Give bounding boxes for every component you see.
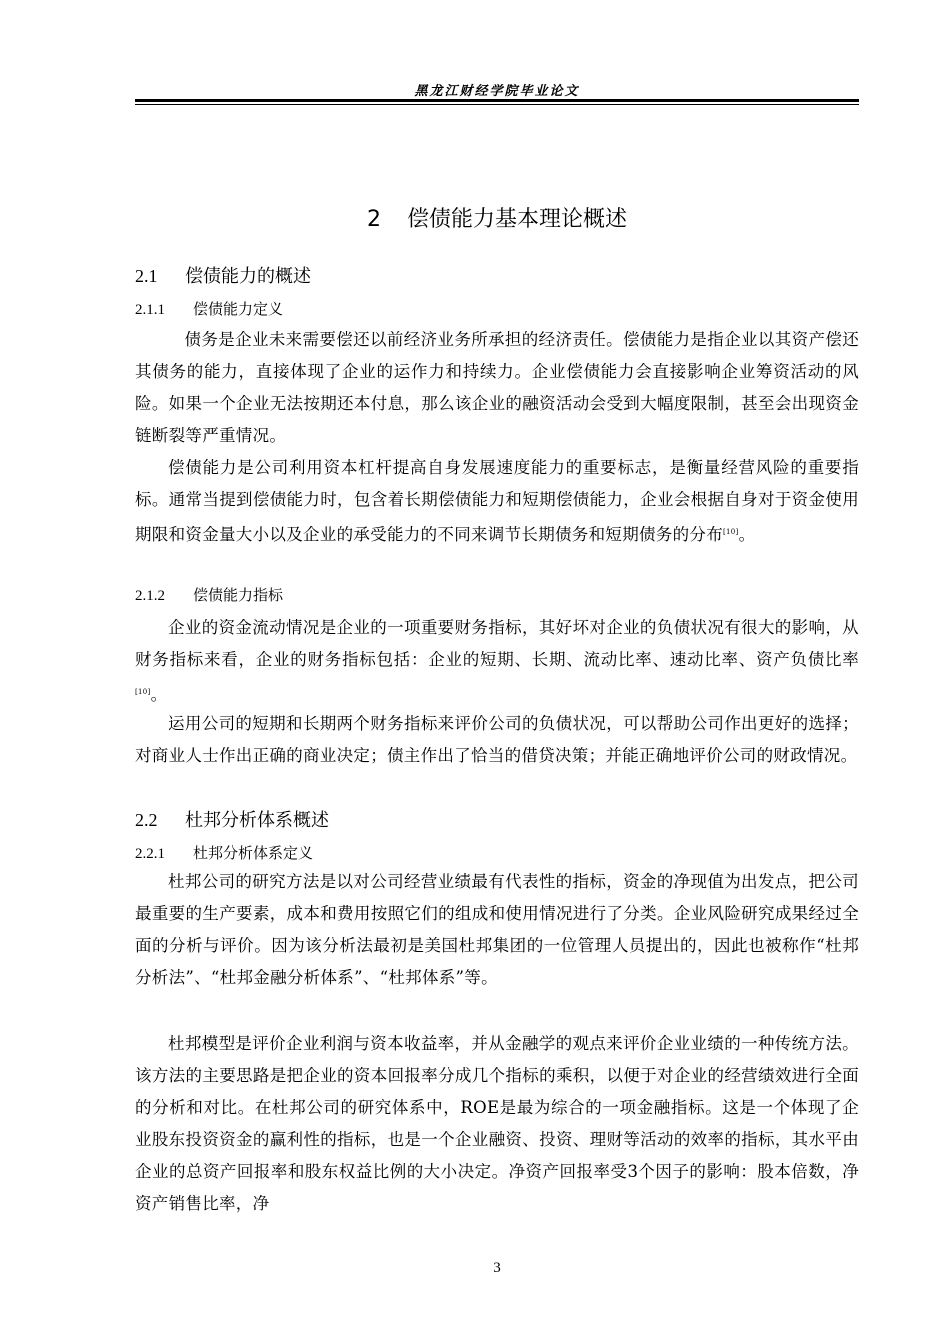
paragraph-2 xyxy=(135,452,859,551)
paragraph-4: 运用公司的短期和长期两个财务指标来评价公司的负债状况，可以帮助公司作出更好的选择；对商业人士作出正确的商业决定；债主作出了恰当的借贷决策；并能正确地评价公司的财政情况。 xyxy=(135,714,859,765)
paragraph-6: 杜邦模型是评价企业利润与资本收益率，并从金融学的观点来评价企业业绩的一种传统方法。该方法的主要思路是把企业的资本回报率分成几个指标的乘积，以便于对企业的经营绩效进行全面的分析和对比。在杜邦公司的研究体系中，ROE是最为综合的一项金融指标。这是一个体现了企业股东投资资金的赢利性的指标，也是一个企业融资、投资、理财等活动的效率的指标，其水平由企业的总资产回报率和股东权益比例的大小决定。净资产回报率受3个因子的影响：股本倍数，净资产销售比率，净 xyxy=(135,1034,859,1213)
paragraph-3-text: 企业的资金流动情况是企业的一项重要财务指标，其好坏对企业的负债状况有很大的影响，从财务指标来看，企业的财务指标包括：企业的短期、长期、流动比率、速动比率、资产负债比率 xyxy=(135,618,859,669)
header-rule-thick xyxy=(135,99,859,102)
header-rule-thin xyxy=(135,104,859,105)
paragraph-3-end: 。 xyxy=(150,685,168,704)
chapter-title xyxy=(135,202,859,233)
section-title: 偿债能力的概述 xyxy=(185,266,311,287)
section-number: 2.2 xyxy=(135,810,158,830)
section-2-1-2-heading xyxy=(135,584,283,605)
section-title: 杜邦分析体系定义 xyxy=(193,844,314,862)
chapter-number: 2 xyxy=(366,207,381,232)
section-number: 2.1 xyxy=(135,266,158,286)
section-2-2-heading xyxy=(135,806,329,832)
section-2-1-1-heading xyxy=(135,298,283,319)
section-2-1-heading xyxy=(135,262,311,288)
section-title: 偿债能力指标 xyxy=(193,586,284,604)
citation: [10] xyxy=(135,688,151,696)
section-title: 偿债能力定义 xyxy=(193,300,284,318)
paragraph-1: 债务是企业未来需要偿还以前经济业务所承担的经济责任。偿债能力是指企业以其资产偿还其债务的能力，直接体现了企业的运作力和持续力。企业偿债能力会直接影响企业筹资活动的风险。如果一个企业无法按期还本付息，那么该企业的融资活动会受到大幅度限制，甚至会出现资金链断裂等严重情况。 xyxy=(135,330,859,445)
paragraph-2-end: 。 xyxy=(738,525,756,544)
section-number: 2.1.1 xyxy=(135,302,165,318)
section-2-2-1-heading xyxy=(135,842,313,863)
section-number: 2.2.1 xyxy=(135,846,165,862)
section-number: 2.1.2 xyxy=(135,588,165,604)
chapter-title-text: 偿债能力基本理论概述 xyxy=(406,207,627,232)
paragraph-5: 杜邦公司的研究方法是以对公司经营业绩最有代表性的指标，资金的净现值为出发点，把公司最重要的生产要素，成本和费用按照它们的组成和使用情况进行了分类。企业风险研究成果经过全面的分析与评价。因为该分析法最初是美国杜邦集团的一位管理人员提出的，因此也被称作“杜邦分析法”、“杜邦金融分析体系”、“杜邦体系”等。 xyxy=(135,872,859,987)
page-number: 3 xyxy=(493,1260,501,1276)
paragraph-3 xyxy=(135,612,859,711)
citation: [10] xyxy=(723,528,739,536)
paragraph-2-text: 偿债能力是公司利用资本杠杆提高自身发展速度能力的重要标志，是衡量经营风险的重要指标。通常当提到偿债能力时，包含着长期偿债能力和短期偿债能力，企业会根据自身对于资金使用期限和资金量大小以及企业的承受能力的不同来调节长期债务和短期债务的分布 xyxy=(135,458,859,544)
running-header: 黑龙江财经学院毕业论文 xyxy=(414,84,580,99)
section-title: 杜邦分析体系概述 xyxy=(185,810,329,831)
